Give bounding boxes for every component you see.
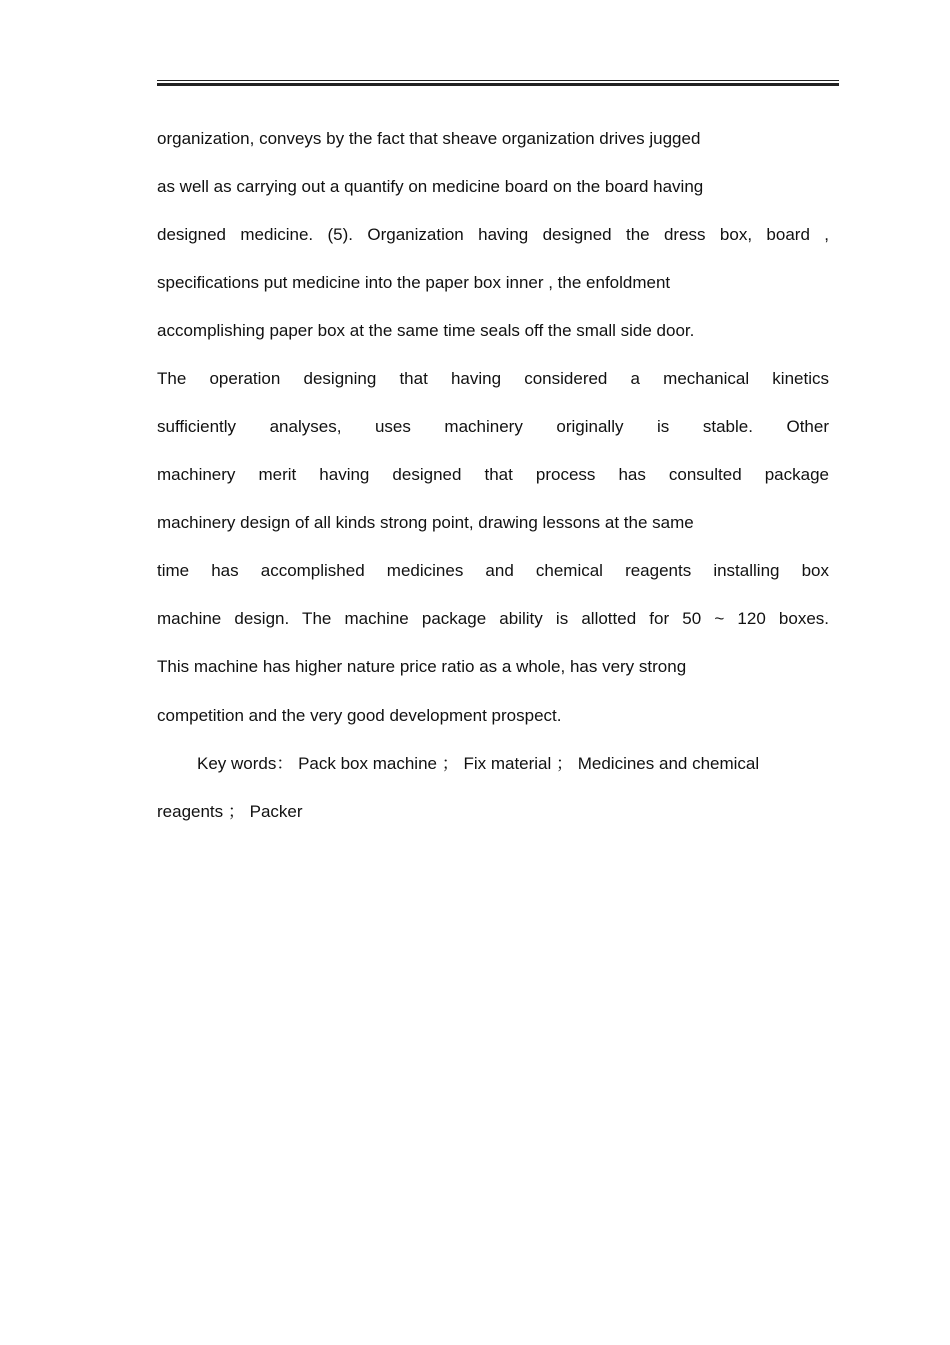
abstract-line-9: machinery design of all kinds strong point, drawing lessons at the same (157, 513, 694, 532)
abstract-line-6: The operation designing that having considered a mechanical kinetics (157, 369, 829, 388)
abstract-line-3: designed medicine. (5). Organization having designed the dress box, board , (157, 225, 829, 244)
abstract-line-2: as well as carrying out a quantify on medicine board on the board having (157, 177, 704, 196)
abstract-line-4: specifications put medicine into the paper box inner , the enfoldment (157, 273, 671, 292)
abstract-line-5: accomplishing paper box at the same time seals off the small side door. (157, 321, 695, 340)
keywords-line-1: Key words： Pack box machine ； Fix material ； Medicines and chemical (197, 754, 760, 773)
abstract-line-8: machinery merit having designed that process has consulted package (157, 465, 829, 484)
header-rule (157, 80, 839, 86)
abstract-line-1: organization, conveys by the fact that sheave organization drives jugged (157, 129, 701, 148)
keywords-line-2: reagents ； Packer (157, 802, 303, 821)
abstract-line-7: sufficiently analyses, uses machinery originally is stable. Other (157, 417, 829, 436)
abstract-line-10: time has accomplished medicines and chemical reagents installing box (157, 561, 829, 580)
abstract-line-12: This machine has higher nature price ratio as a whole, has very strong (157, 657, 687, 676)
abstract-line-11: machine design. The machine package ability is allotted for 50 ~ 120 boxes. (157, 609, 829, 628)
abstract-line-13: competition and the very good development prospect. (157, 706, 562, 725)
